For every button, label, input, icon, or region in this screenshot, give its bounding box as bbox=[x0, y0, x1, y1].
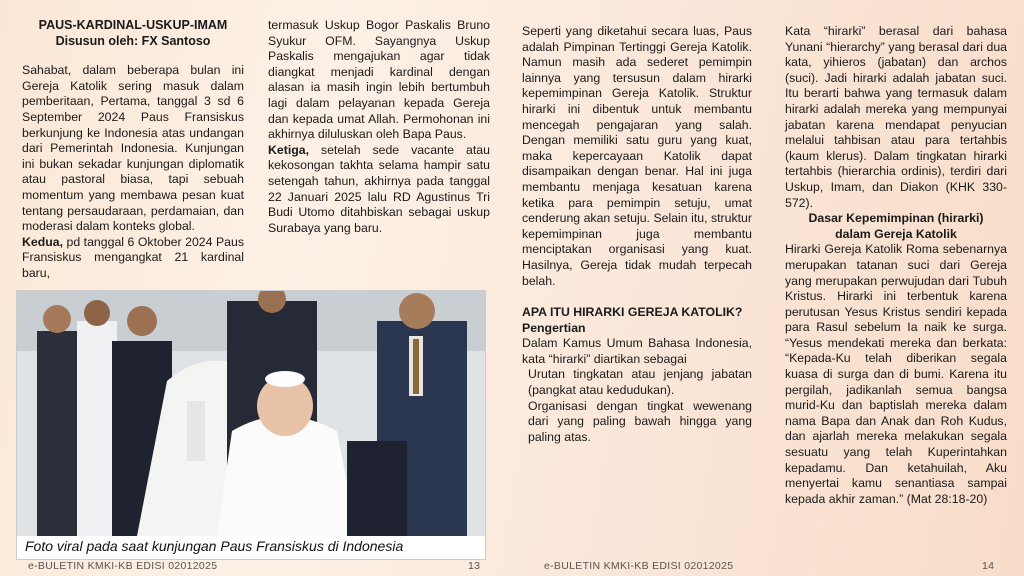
page-number: 13 bbox=[468, 560, 481, 572]
column-2 bbox=[268, 18, 490, 236]
column-3 bbox=[522, 24, 752, 445]
news-photo bbox=[16, 290, 486, 560]
footer-bulletin-label: e-BULETIN KMKI-KB EDISI 02012025 bbox=[28, 560, 218, 572]
basis-paragraph: Hirarki Gereja Katolik Roma sebenarnya merupakan tatanan suci dari Gereja yang merupakan perwujudan dari Tubuh Kristus. Hirarki ini terbentuk karena perutusan Yesus Kristus sendiri kepada para Rasul sebelum Ia naik ke surga. “Yesus mendekati mereka dan berkata: “Kepada-Ku telah diberikan segala kuasa di surga dan di bumi. Karena itu pergilah, jadikanlah semua bangsa murid-Ku dan baptislah mereka dalam nama Bapa dan Anak dan Roh Kudus, dan ajarlah mereka melakukan segala sesuatu yang telah Kuperintahkan kepadamu. Dan ketahuilah, Aku menyertai kamu senantiasa sampai kepada akhir zaman.” (Mat 28:18-20) bbox=[785, 242, 1007, 506]
photo-illustration bbox=[17, 291, 486, 536]
basis-heading-line-2: dalam Gereja Katolik bbox=[835, 226, 957, 241]
third-point-text: setelah sede vacante atau kekosongan takhta selama hampir satu setengah tahun, akhirnya pada tanggal 22 Januari 2025 lalu RD Agustinus Tri Budi Utomo ditahbiskan sebagai uskup Surabaya yang baru. bbox=[268, 142, 490, 235]
third-point-lead: Ketiga, bbox=[268, 142, 309, 157]
sub-title: Pengertian bbox=[522, 320, 586, 335]
pope-leadership-paragraph: Seperti yang diketahui secara luas, Paus adalah Pimpinan Tertinggi Gereja Katolik. Namun masih ada sederet pemimpin lainnya yang tersusun dalam hirarki kepemimpinan Gereja Katolik. Struktur hirarki ini dibentuk untuk membantu mencegah pengajaran yang salah. Dengan memiliki satu guru yang kuat, maka kepercayaan Katolik dapat disampaikan dengan benar. Hal ini juga membantu menjaga kesatuan karena ketika para pemimpin setuju, umat cenderung akan setuju. Selain itu, struktur kepemimpinan juga membantu menciptakan organisasi yang kuat. Hasilnya, Gereja tidak mudah terpecah belah. bbox=[522, 24, 752, 288]
page-number: 14 bbox=[982, 560, 995, 572]
footer-bulletin-label: e-BULETIN KMKI-KB EDISI 02012025 bbox=[544, 560, 734, 572]
article-title: PAUS-KARDINAL-USKUP-IMAM bbox=[38, 18, 228, 32]
cardinal-paragraph: termasuk Uskup Bogor Paskalis Bruno Syukur OFM. Sayangnya Uskup Paskalis mengajukan agar tidak diangkat menjadi kardinal dengan alasan ia masih ingin lebih bertumbuh lagi dalam pelayanan kepada Gereja dan kepada umat Allah. Permohonan ini akhirnya diluluskan oleh Bapa Paus. bbox=[268, 18, 490, 142]
definition-bullet bbox=[522, 367, 752, 398]
column-4 bbox=[785, 24, 1007, 507]
etymology-paragraph: Kata “hirarki” berasal dari bahasa Yunani “hierarchy” yang berasal dari dua kata, yihieros (jabatan) dan archos (suci). Jadi hirarki adalah jabatan suci. Itu berarti bahwa yang termasuk dalam hirarki adalah mereka yang mempunyai jabatan karena mendapat penyucian melalui tahbisan atau para tertahbis (kaum klerus). Dalam tingkatan hirarki tertahbis (hierarchia ordinis), terdiri dari Uskup, Imam, dan Diakon (KHK 330-572). bbox=[785, 24, 1007, 210]
article-author: Disusun oleh: FX Santoso bbox=[55, 33, 211, 48]
basis-heading-line-1: Dasar Kepemimpinan (hirarki) bbox=[808, 211, 984, 226]
third-point-paragraph bbox=[268, 143, 490, 237]
bullet-text: Organisasi dengan tingkat wewenang dari yang paling bawah hingga yang paling atas. bbox=[528, 398, 752, 444]
second-point-text: pd tanggal 6 Oktober 2024 Paus Fransiskus mengangkat 21 kardinal baru, bbox=[22, 234, 244, 280]
second-point-lead: Kedua, bbox=[22, 234, 63, 249]
photo-caption: Foto viral pada saat kunjungan Paus Fransiskus di Indonesia bbox=[25, 538, 404, 554]
bullet-text: Urutan tingkatan atau jenjang jabatan (pangkat atau kedudukan). bbox=[528, 367, 752, 398]
page-14 bbox=[512, 0, 1024, 576]
section-title: APA ITU HIRARKI GEREJA KATOLIK? bbox=[522, 305, 743, 320]
second-point-paragraph bbox=[22, 235, 244, 282]
definition-paragraph: Dalam Kamus Umum Bahasa Indonesia, kata “hirarki” diartikan sebagai bbox=[522, 336, 752, 366]
intro-paragraph: Sahabat, dalam beberapa bulan ini Gereja Katolik sering masuk dalam pemberitaan, Pertama, tanggal 3 sd 6 September 2024 Paus Fransiskus berkunjung ke Indonesia atas undangan dari Pemerintah Indonesia. Kunjungan ini bukan sekadar kunjungan diplomatik atau pastoral biasa, tapi sebuah momentum yang membawa pesan kuat tentang persaudaraan, perdamaian, dan moderasi dalam konteks global. bbox=[22, 63, 244, 234]
column-1 bbox=[22, 18, 244, 282]
definition-bullet bbox=[522, 399, 752, 446]
